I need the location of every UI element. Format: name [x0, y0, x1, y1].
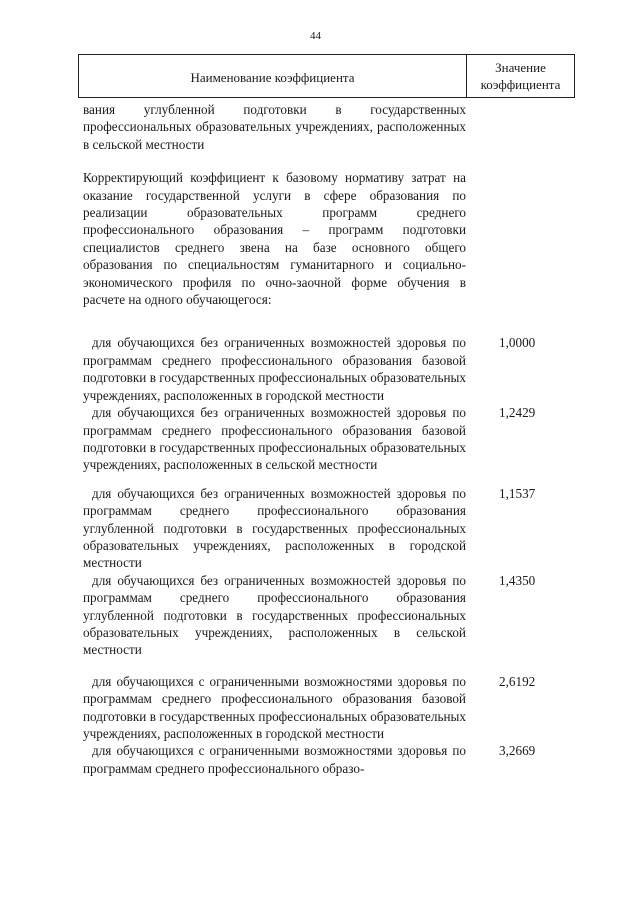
- column-header-value: [467, 55, 574, 97]
- row-value: 1,1537: [499, 485, 536, 501]
- table-row: [83, 404, 536, 474]
- row-description: для обучающихся без ограниченных возможностей здоровья по программам среднего профессионального образования базовой подготовки в государственных профессиональных образовательных учреждениях, расположенных в городской местности: [83, 335, 466, 403]
- row-value: 3,2669: [499, 743, 536, 759]
- coefficient-table-body: [83, 101, 536, 777]
- column-header-value-line1: Значение: [495, 60, 546, 75]
- row-description: для обучающихся с ограниченными возможностями здоровья по программам среднего профессионального образования базовой подготовки в государственных профессиональных образовательных учреждениях, расположенных в городской местности: [83, 673, 466, 741]
- section-title: Корректирующий коэффициент к базовому нормативу затрат на оказание государственной услуги в сфере образования по реализации образовательных программ среднего профессионального образования – программ подготовки специалистов среднего звена на базе основного общего образования по специальностям гуманитарного и социально-экономического профиля по очно-заочной форме обучения в расчете на одного обучающегося:: [83, 170, 466, 308]
- table-header: [78, 54, 575, 98]
- row-value: 1,2429: [499, 405, 536, 421]
- table-row: [83, 485, 536, 572]
- row-description: для обучающихся без ограниченных возможностей здоровья по программам среднего профессионального образования углубленной подготовки в государственных профессиональных образовательных учреждениях, расположенных в сельской местности: [83, 572, 466, 658]
- table-row: [83, 334, 536, 404]
- row-description: для обучающихся с ограниченными возможностями здоровья по программам среднего профессионального образо-: [83, 743, 466, 776]
- row-description: для обучающихся без ограниченных возможностей здоровья по программам среднего профессионального образования углубленной подготовки в государственных профессиональных образовательных учреждениях, расположенных в городской местности: [83, 485, 466, 571]
- column-header-value-line2: коэффициента: [480, 77, 561, 92]
- table-row: [83, 742, 536, 777]
- column-header-name: Наименование коэффициента: [79, 55, 467, 97]
- row-value: 1,4350: [499, 572, 536, 588]
- page-number: 44: [310, 30, 321, 42]
- row-value: 1,0000: [499, 335, 536, 351]
- continuation-text: вания углубленной подготовки в государственных профессиональных образовательных учреждениях, расположенных в сельской местности: [83, 102, 466, 152]
- table-row: [83, 572, 536, 659]
- table-row: [83, 673, 536, 743]
- row-description: для обучающихся без ограниченных возможностей здоровья по программам среднего профессионального образования базовой подготовки в государственных профессиональных образовательных учреждениях, расположенных в сельской местности: [83, 405, 466, 473]
- row-value: 2,6192: [499, 673, 536, 689]
